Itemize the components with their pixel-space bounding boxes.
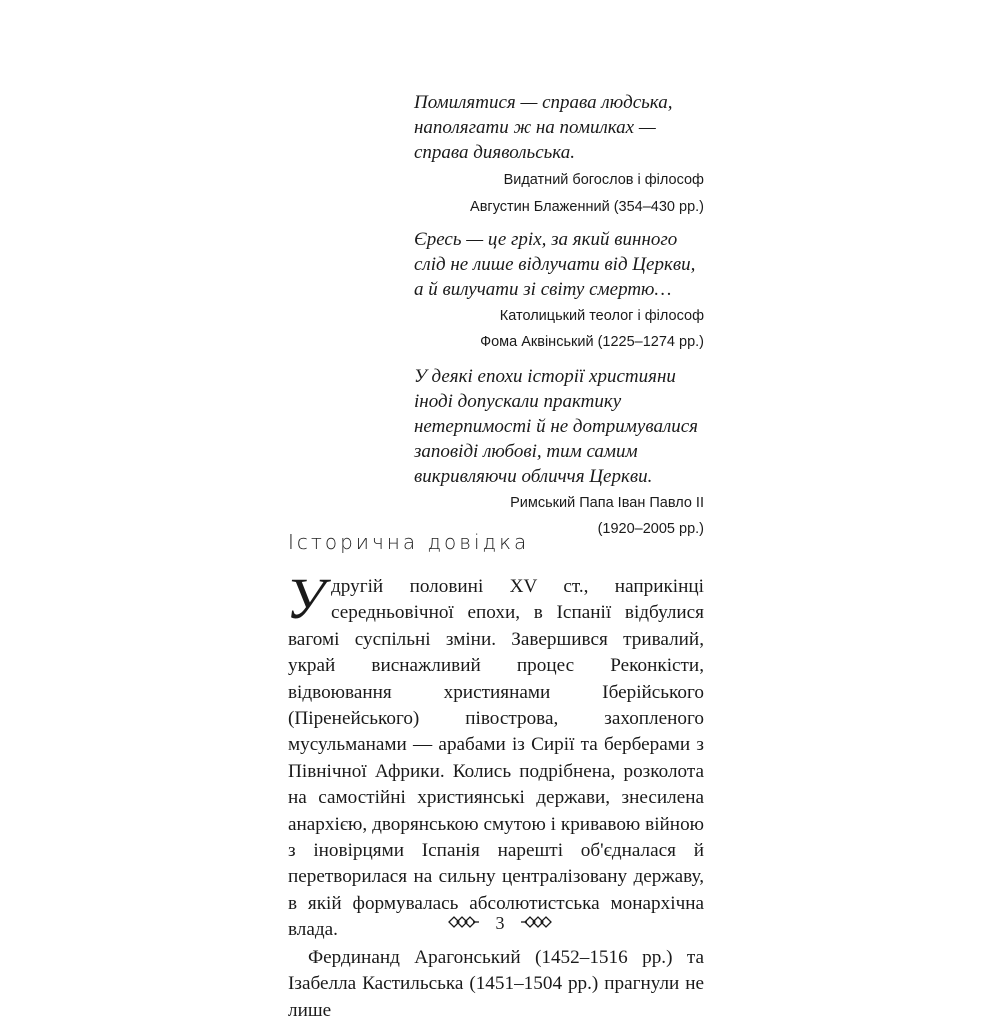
epigraph-quote: Помилятися — справа людська, наполягати ж на помилках — справа диявольська. bbox=[414, 92, 673, 163]
epigraph-author-title: Римський Папа Іван Павло ІІ bbox=[510, 495, 704, 511]
paragraph-1-text: другій половині XV ст., наприкінці середньовічної епохи, в Іспанії відбулися вагомі суспільні зміни. Завершився тривалий, украй виснажливий процес Реконкісти, відвоювання християнами Іберійського (Піренейського) півострова, захопленого мусульманами — арабами із Сирії та берберами з Північної Африки. Колись подрібнена, розколота на самостійні християнські держави, знесилена анархією, дворянською смутою і кривавою війною з іновірцями Іспанія нарешті об'єдналася й перетворилася на сильну централізовану державу, в якій формувалась абсолютистська монархічна влада. bbox=[288, 576, 704, 941]
drop-cap: У bbox=[286, 566, 326, 631]
paragraph-1 bbox=[286, 566, 704, 944]
epigraph-author-name: (1920–2005 рр.) bbox=[597, 521, 704, 537]
epigraph-author-title: Католицький теолог і філософ bbox=[499, 308, 704, 324]
epigraph bbox=[414, 364, 704, 541]
decorative-knot-icon bbox=[519, 913, 553, 934]
epigraph bbox=[414, 227, 704, 354]
epigraph-author-name: Фома Аквінський (1225–1274 рр.) bbox=[480, 334, 704, 350]
section-heading: Історична довідка bbox=[288, 530, 530, 554]
epigraph-quote: Єресь — це гріх, за який винного слід не лише відлучати від Церкви, а й вилучати зі світу смертю… bbox=[414, 229, 696, 300]
epigraphs-block bbox=[414, 90, 704, 541]
epigraph bbox=[414, 90, 704, 219]
paragraph-2: Фердинанд Арагонський (1452–1516 рр.) та Ізабелла Кастильська (1451–1504 рр.) прагнули не лише bbox=[288, 946, 704, 1021]
epigraph-quote: У деякі епохи історії християни іноді допускали практику нетерпимості й не дотримувалися заповіді любові, тим самим викривляючи обличчя Церкви. bbox=[414, 366, 698, 487]
epigraph-author-title: Видатний богослов і філософ bbox=[503, 172, 704, 188]
page-number: 3 bbox=[495, 913, 505, 934]
decorative-knot-icon bbox=[447, 913, 481, 934]
page-footer bbox=[0, 912, 1000, 934]
epigraph-author-name: Августин Блаженний (354–430 рр.) bbox=[470, 199, 704, 215]
body-text bbox=[286, 566, 704, 1024]
